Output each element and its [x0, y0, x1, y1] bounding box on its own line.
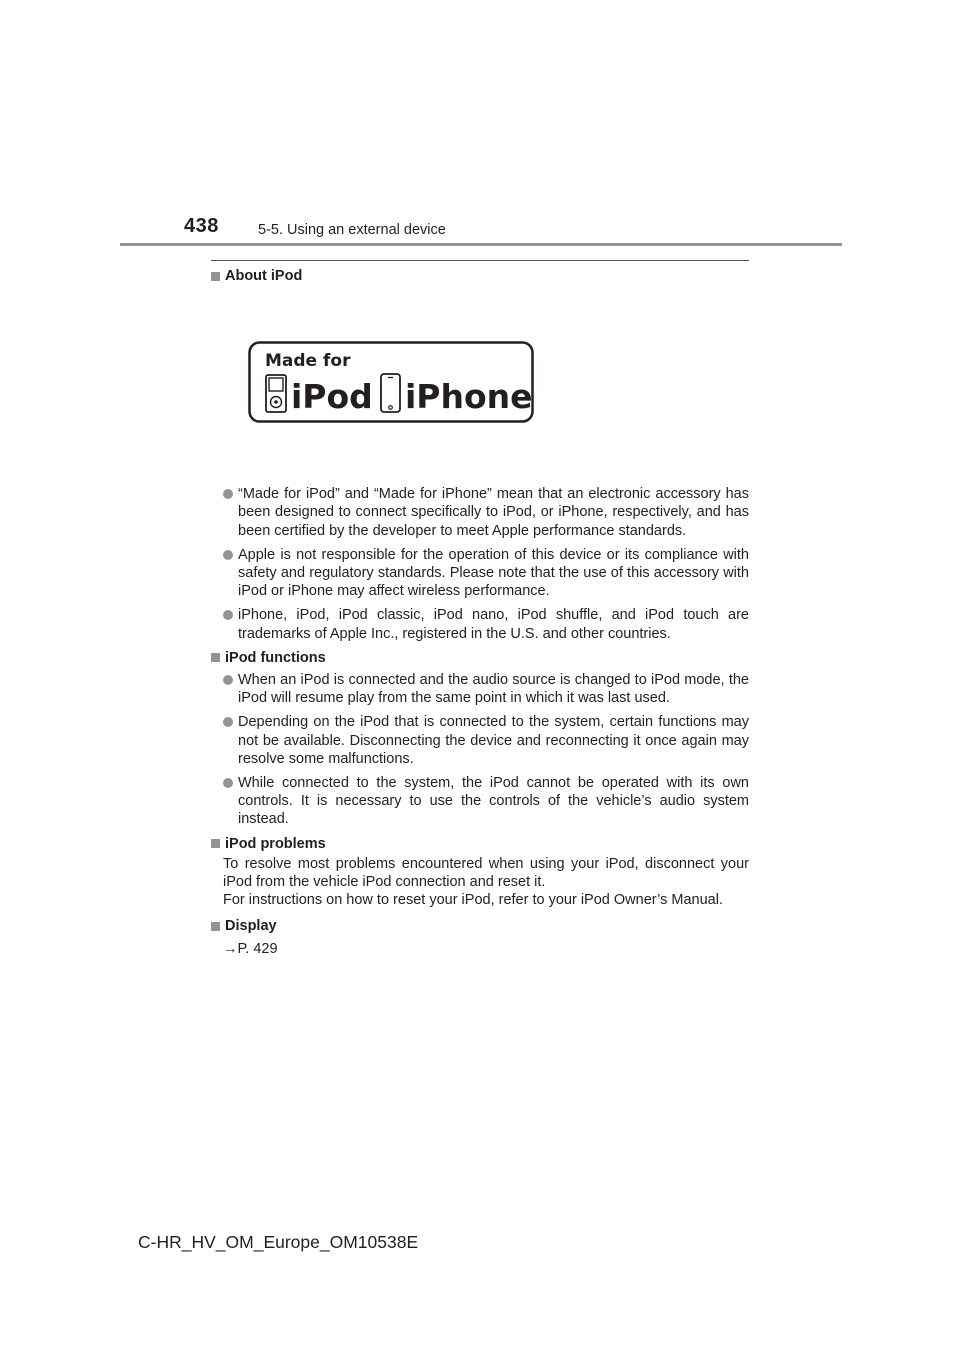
logo-ipod-text: iPod	[291, 377, 373, 417]
list-item: While connected to the system, the iPod cannot be operated with its own controls. It is necessary to use the controls of the vehicle’s audio system instead.	[211, 774, 749, 829]
heading-text: About iPod	[225, 268, 303, 284]
document-code: C-HR_HV_OM_Europe_OM10538E	[138, 1232, 419, 1252]
circle-bullet-icon	[223, 610, 233, 620]
page-reference-link[interactable]: →P. 429	[223, 940, 278, 957]
header-rule	[120, 243, 842, 246]
heading-about-ipod	[211, 267, 749, 285]
square-bullet-icon	[211, 272, 220, 281]
square-bullet-icon	[211, 839, 220, 848]
list-item: Apple is not responsible for the operation of this device or its compliance with safety and regulatory standards. Please note that the use of this accessory with iPod or iPhone may affect wireless performance.	[211, 546, 749, 601]
heading-text: iPod functions	[225, 649, 326, 666]
list-item: iPhone, iPod, iPod classic, iPod nano, iPod shuffle, and iPod touch are trademarks of Apple Inc., registered in the U.S. and other countries.	[211, 606, 749, 642]
circle-bullet-icon	[223, 550, 233, 560]
circle-bullet-icon	[223, 717, 233, 727]
list-item: When an iPod is connected and the audio source is changed to iPod mode, the iPod will resume play from the same point in which it was last used.	[211, 671, 749, 707]
problems-paragraph: For instructions on how to reset your iPod, refer to your iPod Owner’s Manual.	[223, 892, 723, 909]
heading-text: Display	[225, 918, 277, 935]
page-number: 438	[184, 215, 219, 237]
circle-bullet-icon	[223, 778, 233, 788]
circle-bullet-icon	[223, 489, 233, 499]
heading-ipod-problems	[211, 835, 749, 853]
about-bullet-list	[211, 485, 749, 643]
made-for-ipod-iphone-logo	[248, 341, 534, 423]
page-content	[211, 260, 749, 958]
list-item: Depending on the iPod that is connected to the system, certain functions may not be available. Disconnecting the device and reconnecting it once again may resolve some malfunctions.	[211, 713, 749, 768]
functions-bullet-list	[211, 671, 749, 829]
square-bullet-icon	[211, 653, 220, 662]
problems-paragraph: To resolve most problems encountered when using your iPod, disconnect your iPod from the vehicle iPod connection and reset it.	[223, 855, 749, 891]
square-bullet-icon	[211, 922, 220, 931]
logo-made-for: Made for	[265, 351, 351, 372]
heading-ipod-functions	[211, 649, 749, 667]
list-item: “Made for iPod” and “Made for iPhone” mean that an electronic accessory has been designed to connect specifically to iPod, or iPhone, respectively, and has been certified by the developer to meet Apple performance standards.	[211, 485, 749, 540]
circle-bullet-icon	[223, 675, 233, 685]
heading-text: iPod problems	[225, 835, 326, 852]
logo-iphone-text: iPhone	[405, 377, 533, 417]
section-title: 5-5. Using an external device	[258, 222, 446, 238]
heading-display	[211, 917, 749, 935]
